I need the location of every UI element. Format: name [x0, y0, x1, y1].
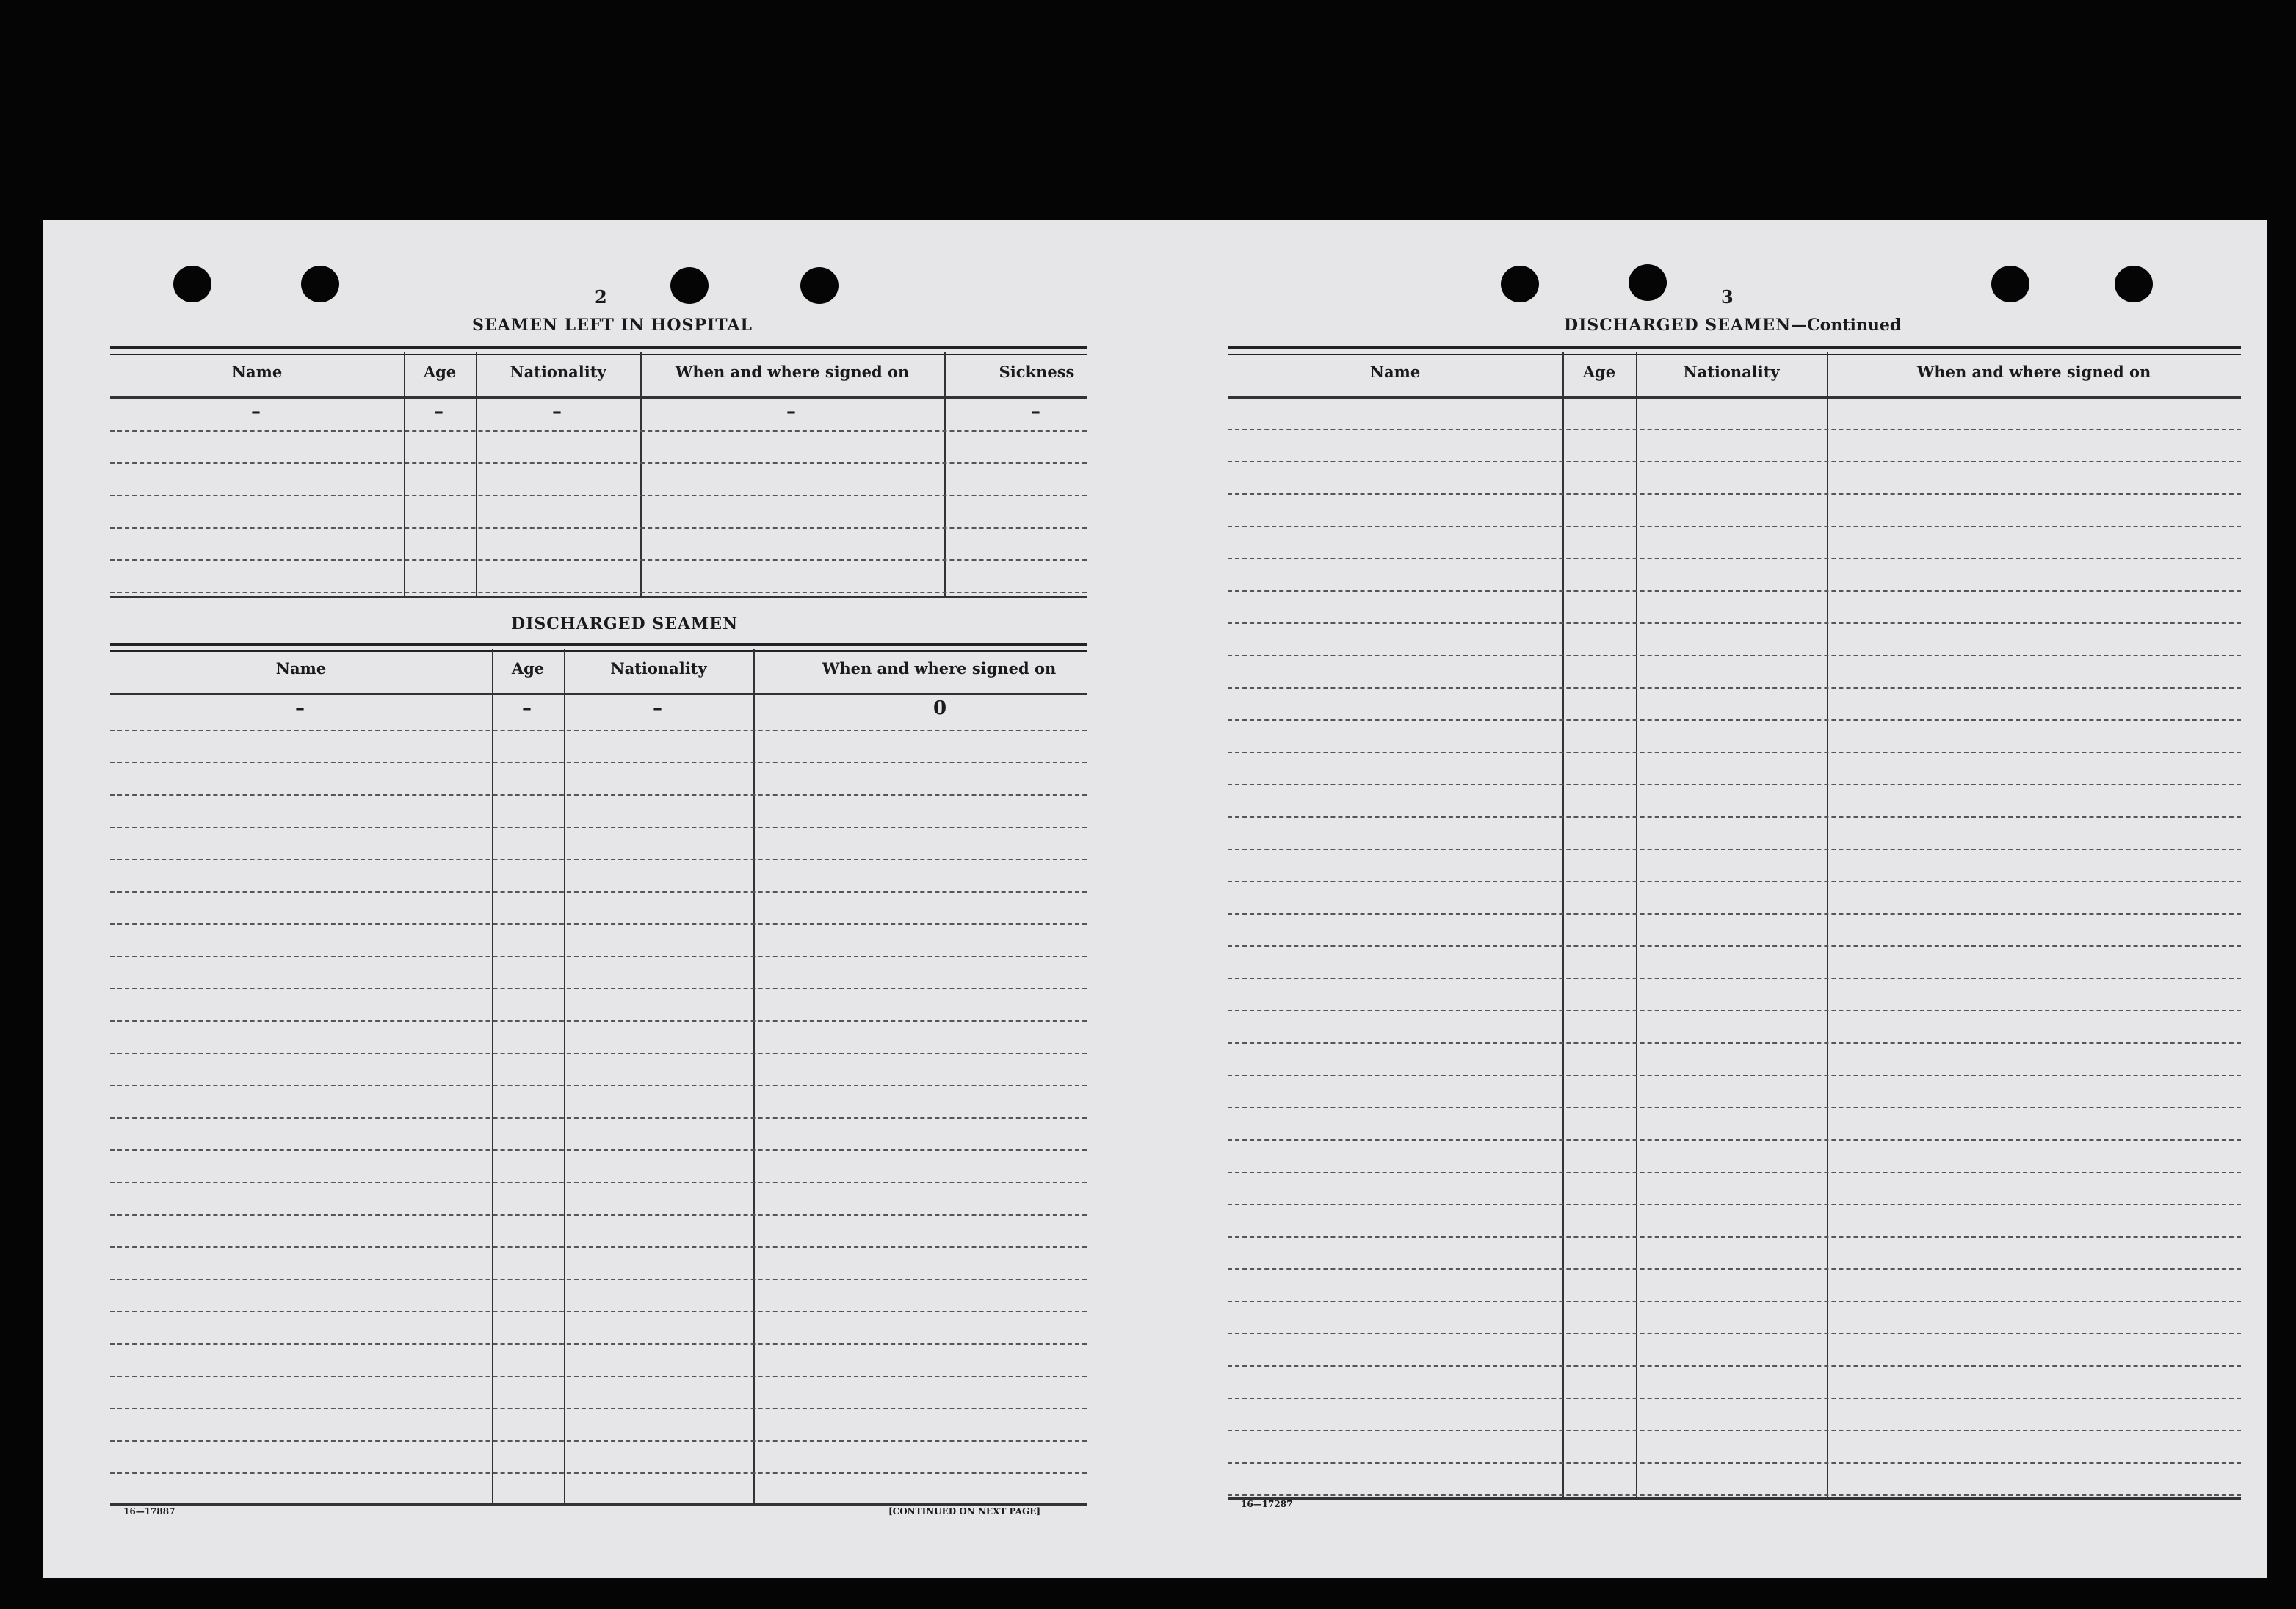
punch-hole	[301, 266, 339, 302]
punch-hole	[1629, 264, 1667, 301]
column-header: Name	[275, 659, 327, 678]
header-rule	[1228, 396, 2241, 399]
column-divider	[1562, 352, 1564, 1497]
table-row	[1228, 493, 2241, 495]
table-row	[1228, 1204, 2241, 1205]
table-row	[110, 1149, 1087, 1151]
table-bottom-rule	[110, 596, 1087, 598]
table-row	[1228, 945, 2241, 947]
table-row	[1228, 752, 2241, 753]
table-row	[110, 1343, 1087, 1345]
table-row	[1228, 1268, 2241, 1270]
table-row	[1228, 687, 2241, 689]
table-row	[110, 1053, 1087, 1054]
column-header: When and where signed on	[1916, 363, 2151, 381]
hospital-section-title: SEAMEN LEFT IN HOSPITAL	[472, 316, 753, 335]
column-header: Nationality	[1683, 363, 1780, 381]
table-row	[110, 827, 1087, 828]
entry-cell: –	[522, 697, 532, 719]
table-row	[110, 859, 1087, 860]
table-row	[110, 762, 1087, 763]
table-row	[1228, 816, 2241, 818]
column-divider	[1827, 352, 1828, 1497]
table-row	[1228, 1107, 2241, 1108]
table-row	[110, 923, 1087, 925]
table-row	[1228, 622, 2241, 624]
form-sheet	[43, 220, 2267, 1578]
table-row	[1228, 849, 2241, 850]
column-header: Nationality	[610, 659, 707, 678]
table-row	[110, 1279, 1087, 1280]
discharged-section-title: DISCHARGED SEAMEN	[511, 614, 739, 633]
header-rule	[110, 396, 1087, 399]
table-row	[110, 527, 1087, 529]
table-row	[1228, 429, 2241, 430]
table-row	[110, 462, 1087, 464]
discharged-table	[110, 643, 1087, 1503]
table-row	[110, 1182, 1087, 1183]
table-row	[110, 1085, 1087, 1086]
punch-hole	[800, 267, 839, 304]
punch-hole	[173, 266, 211, 302]
table-row	[110, 988, 1087, 989]
table-top-rule	[110, 643, 1087, 652]
discharged-continued-table	[1228, 346, 2241, 1497]
table-row	[110, 495, 1087, 496]
entry-cell: 0	[933, 697, 947, 719]
table-row	[1228, 1365, 2241, 1367]
entry-cell: –	[1031, 401, 1040, 423]
table-row	[1228, 526, 2241, 527]
column-header: Nationality	[510, 363, 606, 381]
table-row	[110, 794, 1087, 796]
table-row	[110, 1408, 1087, 1409]
table-row	[1228, 1398, 2241, 1399]
table-row	[110, 891, 1087, 893]
punch-hole	[1501, 266, 1539, 302]
table-row	[110, 1117, 1087, 1119]
table-row	[110, 1020, 1087, 1022]
table-row	[110, 1440, 1087, 1442]
page-number-left: 2	[595, 286, 607, 308]
table-row	[1228, 461, 2241, 462]
form-number-left: 16—17887	[123, 1506, 175, 1517]
table-row	[1228, 1075, 2241, 1076]
table-row	[1228, 1010, 2241, 1011]
entry-cell: –	[653, 697, 662, 719]
column-header: Name	[231, 363, 283, 381]
table-row	[110, 559, 1087, 561]
table-bottom-rule	[1228, 1497, 2241, 1500]
table-row	[1228, 1139, 2241, 1141]
table-row	[1228, 1494, 2241, 1496]
column-header: Age	[511, 659, 545, 678]
entry-cell: –	[552, 401, 562, 423]
entry-cell: –	[295, 697, 305, 719]
table-row	[110, 592, 1087, 593]
page-number-right: 3	[1721, 286, 1734, 308]
table-row	[1228, 1333, 2241, 1334]
table-row	[1228, 719, 2241, 721]
hospital-table	[110, 346, 1087, 596]
table-top-rule	[110, 346, 1087, 355]
punch-hole	[2115, 266, 2153, 302]
discharged-continued-title-main: DISCHARGED SEAMEN	[1564, 316, 1792, 335]
table-row	[110, 1246, 1087, 1248]
table-row	[1228, 590, 2241, 592]
punch-hole	[1991, 266, 2029, 302]
column-header: When and where signed on	[675, 363, 910, 381]
form-number-right: 16—17287	[1241, 1499, 1293, 1509]
table-row	[1228, 1462, 2241, 1464]
table-row	[1228, 978, 2241, 979]
table-row	[1228, 784, 2241, 785]
table-top-rule	[1228, 346, 2241, 355]
table-row	[110, 1311, 1087, 1312]
punch-hole	[670, 267, 709, 304]
table-bottom-rule	[110, 1503, 1087, 1506]
table-row	[110, 1376, 1087, 1377]
continued-note: [CONTINUED ON NEXT PAGE]	[888, 1506, 1041, 1517]
column-header: Age	[1582, 363, 1616, 381]
header-rule	[110, 693, 1087, 695]
discharged-continued-title	[1564, 316, 1901, 335]
table-row	[1228, 913, 2241, 915]
entry-cell: –	[786, 401, 796, 423]
table-row	[110, 1214, 1087, 1216]
table-row	[1228, 881, 2241, 882]
table-row	[110, 1472, 1087, 1474]
table-row	[110, 956, 1087, 957]
entry-cell: –	[251, 401, 261, 423]
entry-cell: –	[434, 401, 443, 423]
table-row	[1228, 1301, 2241, 1302]
table-row	[110, 730, 1087, 731]
table-row	[110, 430, 1087, 432]
table-row	[1228, 1042, 2241, 1044]
column-header: Sickness	[999, 363, 1075, 381]
column-header: When and where signed on	[822, 659, 1057, 678]
table-row	[1228, 1236, 2241, 1238]
discharged-continued-title-suffix: —Continued	[1791, 316, 1902, 335]
table-row	[1228, 558, 2241, 559]
table-row	[1228, 655, 2241, 656]
column-divider	[1636, 352, 1637, 1497]
table-row	[1228, 1430, 2241, 1431]
table-row	[1228, 1172, 2241, 1173]
column-header: Name	[1369, 363, 1421, 381]
column-header: Age	[423, 363, 457, 381]
